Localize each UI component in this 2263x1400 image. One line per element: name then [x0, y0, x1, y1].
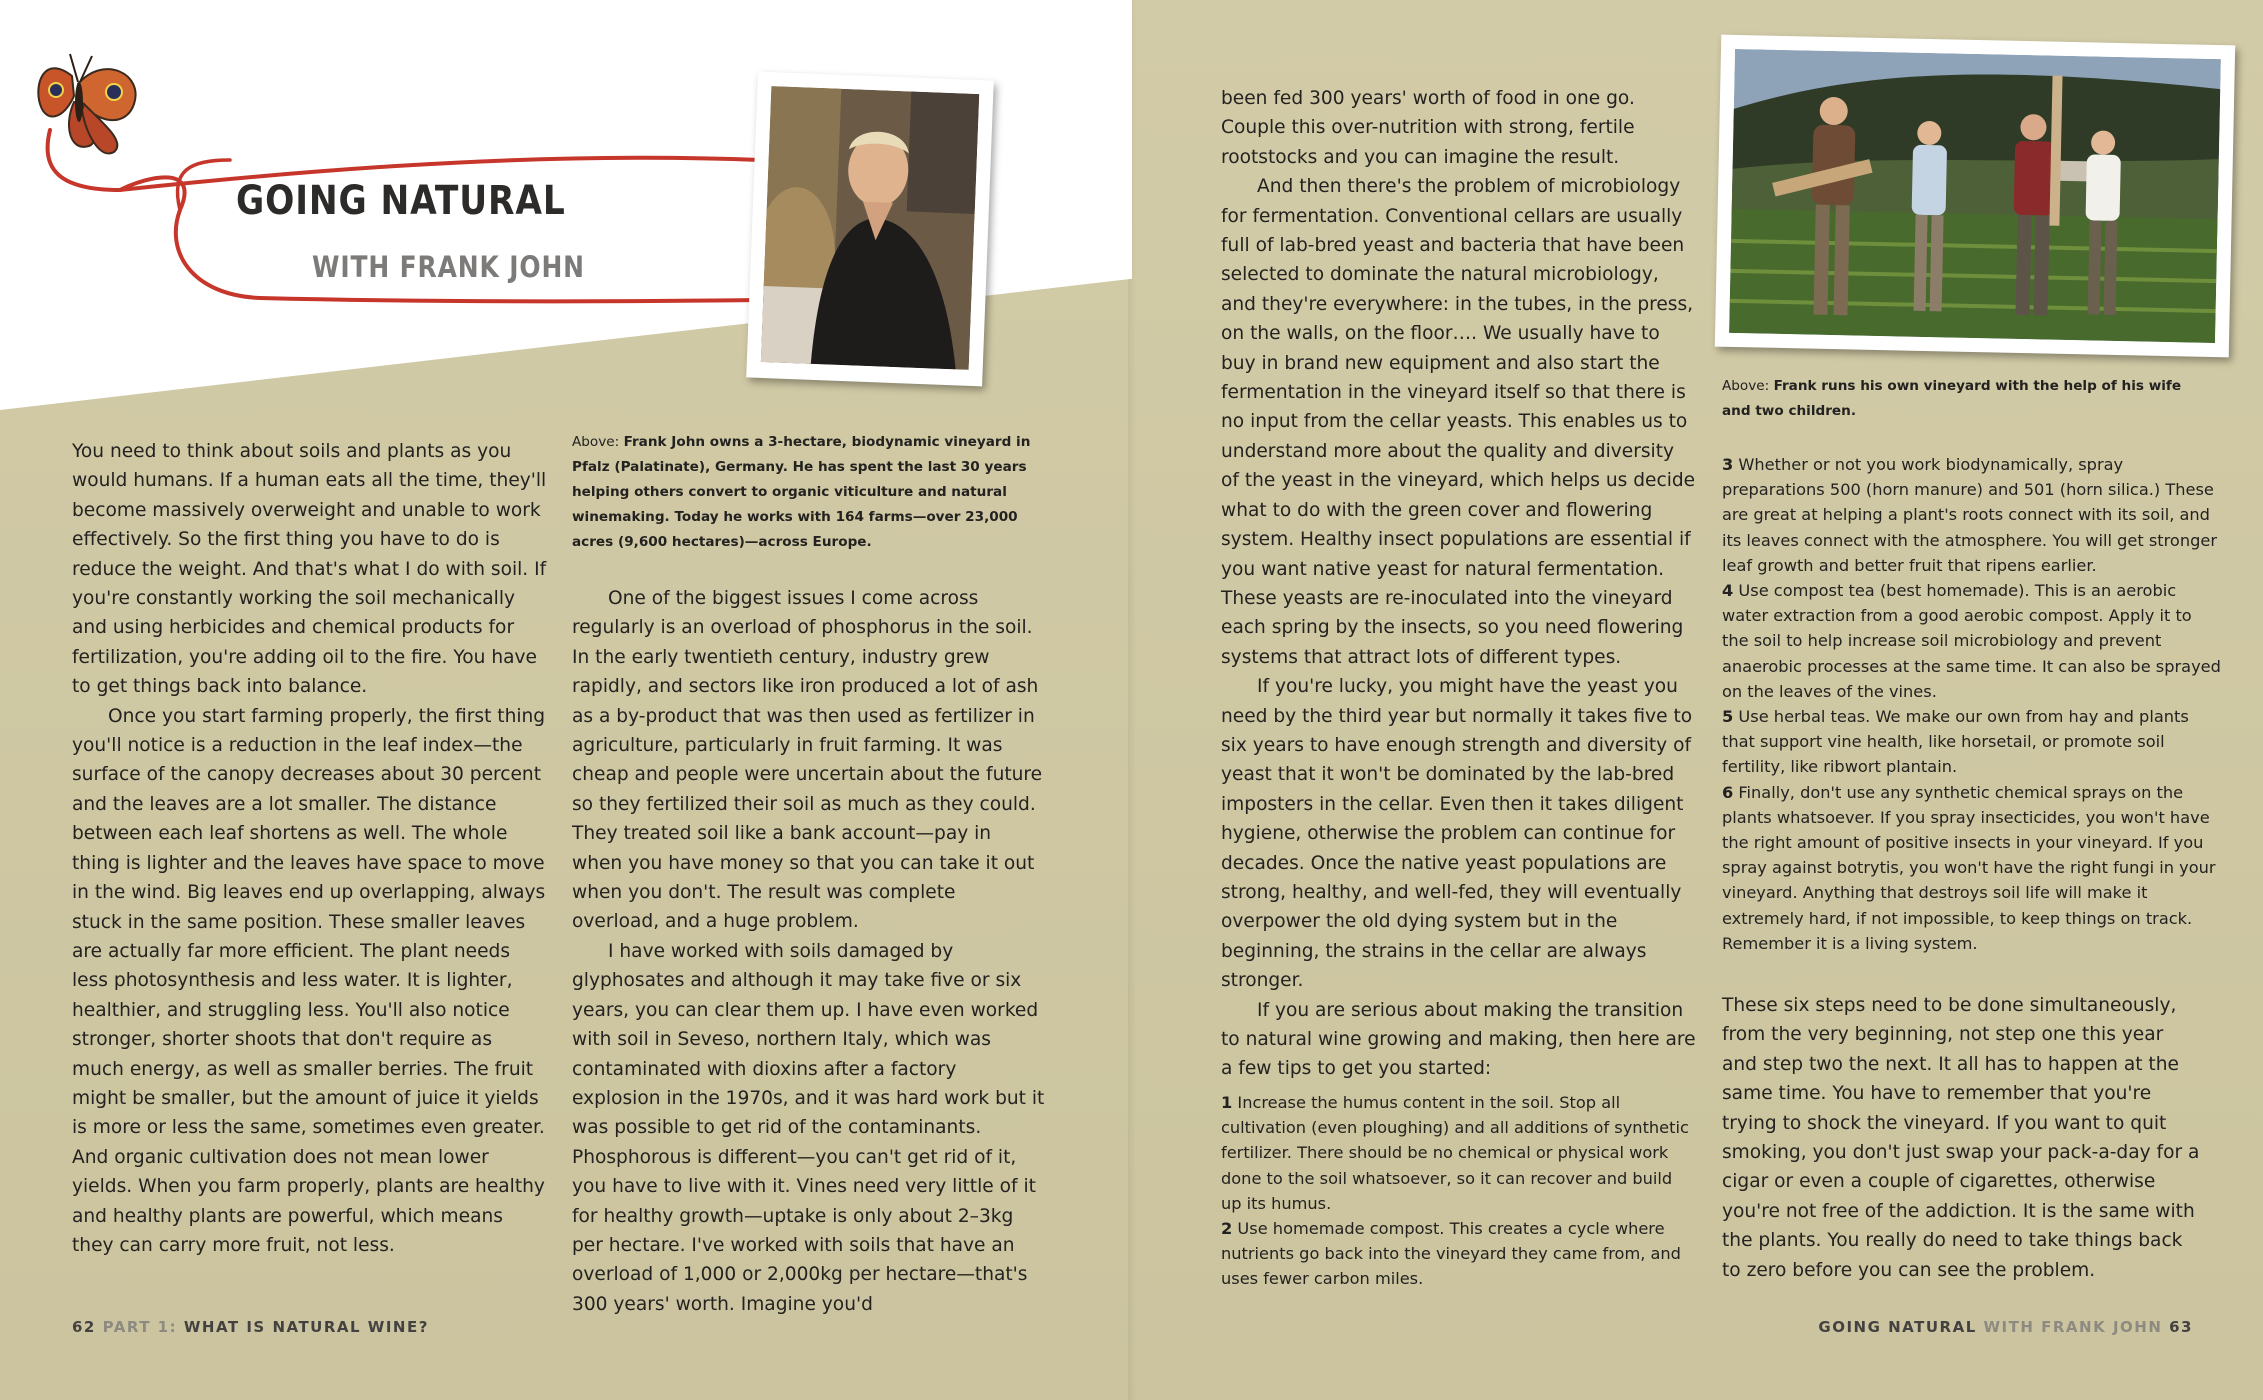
tip-text: Use homemade compost. This creates a cycle where nutrients go back into the vineyard they came from, and uses fewer carbon miles. — [1221, 1219, 1681, 1289]
paragraph: If you are serious about making the transition to natural wine growing and making, then here are a few tips to get you started: — [1221, 999, 1696, 1080]
paragraph: One of the biggest issues I come across regularly is an overload of phosphorus in the soil. In the early twentieth century, industry grew rapidly, and sectors like iron produced a lot of ash as a by-product that was then used as fertilizer in agriculture, particularly in fruit farming. It was cheap and people were uncertain about the future so they fertilized their soil as much as they could. They treated soil like a bank account—pay in when you have money so that you can take it out when you don't. The result was complete overload, and a huge problem. — [572, 588, 1043, 933]
tip-item — [1722, 578, 2222, 704]
paragraph: I have worked with soils damaged by glyphosates and although it may take five or six years, you can clear them up. I have even worked with soil in Seveso, northern Italy, which was contaminated with dioxins after a factory explosion in the 1970s, and it was hard work but it was possible to get rid of the contaminants. Phosphorous is different—you can't get rid of it, you have to live with it. Vines need very little of it for healthy growth—uptake is only about 2–3kg per hectare. I've worked with soils that have an overload of 1,000 or 2,000kg per hectare—that's 300 years' worth. Imagine you'd — [572, 940, 1045, 1315]
caption-left — [572, 430, 1042, 555]
paragraph: These six steps need to be done simultaneously, from the very beginning, not step one this year and step two the next. It all has to happen at the same time. You have to remember that you're trying to shock the vineyard. If you want to quit smoking, you don't just swap your pack-a-day for a cigar or even a couple of cigarettes, otherwise you're not free of the addiction. It is the same with the plants. You really do need to take things back to zero before you can see the problem. — [1722, 995, 2200, 1281]
tip-item — [1722, 704, 2222, 780]
caption-left-body: Frank John owns a 3-hectare, biodynamic vineyard in Pfalz (Palatinate), Germany. He has spent the last 30 years helping others convert to organic viticulture and natural winemaking. Today he works with 164 farms—over 23,000 acres (9,600 hectares)—across Europe. — [572, 434, 1031, 550]
tip-number: 4 — [1722, 581, 1734, 601]
page-subtitle: WITH FRANK JOHN — [312, 250, 585, 284]
caption-left-lead: Above: — [572, 434, 620, 450]
footer-title: GOING NATURAL — [1818, 1318, 1977, 1336]
page-number-right: 63 — [2169, 1318, 2193, 1336]
tip-item — [1221, 1216, 1691, 1292]
text-column-3 — [1221, 84, 1696, 1084]
tip-number: 6 — [1722, 782, 1734, 802]
footer-right — [1818, 1318, 2193, 1336]
text-column-2 — [572, 584, 1047, 1319]
paragraph: You need to think about soils and plants as you would humans. If a human eats all the time, they'll become massively overweight and unable to work effectively. So the first thing you have to do is reduce the weight. And that's what I do with soil. If you're constantly working the soil mechanically and using herbicides and chemical products for fertilization, you're adding oil to the fire. You have to get things back into balance. — [72, 441, 547, 698]
portrait-photo — [746, 72, 994, 387]
tip-text: Increase the humus content in the soil. Stop all cultivation (even ploughing) and all additions of synthetic fertilizer. There should be no chemical or physical work done to the soil whatsoever, so it can recover and build up its humus. — [1221, 1093, 1689, 1213]
tip-item — [1722, 452, 2222, 578]
footer-section: WHAT IS NATURAL WINE? — [183, 1318, 429, 1336]
tip-item — [1221, 1090, 1691, 1216]
tip-number: 2 — [1221, 1219, 1233, 1239]
text-column-4 — [1722, 991, 2200, 1285]
paragraph: If you're lucky, you might have the yeast you need by the third year but normally it takes five to six years to have enough strength and diversity of yeast that it won't be dominated by the lab-bred imposters in the cellar. Even then it takes diligent hygiene, otherwise the problem can continue for decades. Once the native yeast populations are strong, healthy, and well-fed, they will eventually overpower the old dying system but in the beginning, the strains in the cellar are always stronger. — [1221, 676, 1693, 992]
tip-text: Whether or not you work biodynamically, spray preparations 500 (horn manure) and 501 (horn silica.) These are great at helping a plant's roots connect with its soil, and its leaves connect with the atmosphere. You will get stronger leaf growth and better fruit that ripens earlier. — [1722, 455, 2217, 575]
tip-item — [1722, 780, 2222, 956]
tips-list-b — [1722, 452, 2222, 956]
family-photo — [1715, 35, 2235, 358]
caption-right-body: Frank runs his own vineyard with the help of his wife and two children. — [1722, 378, 2182, 419]
tip-text: Finally, don't use any synthetic chemical sprays on the plants whatsoever. If you spray insecticides, you won't have the right amount of positive insects in your vineyard. If you spray against botrytis, you won't have the right fungi in your vineyard. Anything that destroys soil life will make it extremely hard, if not impossible, to keep things on track. Remember it is a living system. — [1722, 782, 2216, 953]
tip-number: 1 — [1221, 1093, 1233, 1112]
tip-number: 5 — [1722, 707, 1734, 727]
caption-right-lead: Above: — [1722, 378, 1770, 394]
portrait-image — [761, 86, 979, 370]
tip-text: Use compost tea (best homemade). This is an aerobic water extraction from a good aerobic compost. Apply it to the soil to help increase soil microbiology and prevent anaerobic processes at the same time. It can also be sprayed on the leaves of the vines. — [1722, 581, 2221, 701]
tip-text: Use herbal teas. We make our own from hay and plants that support vine health, like horsetail, or promote soil fertility, like ribwort plantain. — [1722, 707, 2189, 777]
butterfly-icon — [38, 54, 135, 153]
family-image — [1729, 49, 2221, 343]
paragraph: And then there's the problem of microbiology for fermentation. Conventional cellars are usually full of lab-bred yeast and bacteria that have been selected to dominate the natural microbiology, and they're everywhere: in the tubes, in the press, on the walls, on the floor…. We usually have to buy in brand new equipment and also start the fermentation in the vineyard itself so that there is no input from the cellar yeasts. This enables us to understand more about the quality and diversity of the yeast in the vineyard, which helps us decide what to do with the green cover and flowering system. Healthy insect populations are essential if you want native yeast for natural fermentation. These yeasts are re-inoculated into the vineyard each spring by the insects, so you need flowering systems that attract lots of different types. — [1221, 176, 1696, 668]
page-title: GOING NATURAL — [236, 178, 566, 224]
page-number-left: 62 — [72, 1318, 96, 1336]
footer-left — [72, 1318, 429, 1336]
paragraph: been fed 300 years' worth of food in one go. Couple this over-nutrition with strong, fertile rootstocks and you can imagine the result. — [1221, 88, 1635, 168]
footer-with: WITH FRANK JOHN — [1983, 1318, 2163, 1336]
footer-part: PART 1: — [102, 1318, 178, 1336]
caption-right — [1722, 374, 2212, 424]
text-column-1 — [72, 437, 547, 1260]
paragraph: Once you start farming properly, the first thing you'll notice is a reduction in the leaf index—the surface of the canopy decreases about 30 percent and the leaves are a lot smaller. The distance between each leaf shortens as well. The whole thing is lighter and the leaves have space to move in the wind. Big leaves end up overlapping, always stuck in the same position. These smaller leaves are actually far more efficient. The plant needs less photosynthesis and less water. It is lighter, healthier, and struggling less. You'll also notice stronger, shorter shoots that don't require as much energy, as well as smaller berries. The fruit might be smaller, but the amount of juice it yields is more or less the same, sometimes even greater. And organic cultivation does not mean lower yields. When you farm properly, plants are healthy and healthy plants are powerful, which means they can carry more fruit, not less. — [72, 705, 546, 1256]
tips-list-a — [1221, 1090, 1691, 1292]
tip-number: 3 — [1722, 455, 1734, 474]
